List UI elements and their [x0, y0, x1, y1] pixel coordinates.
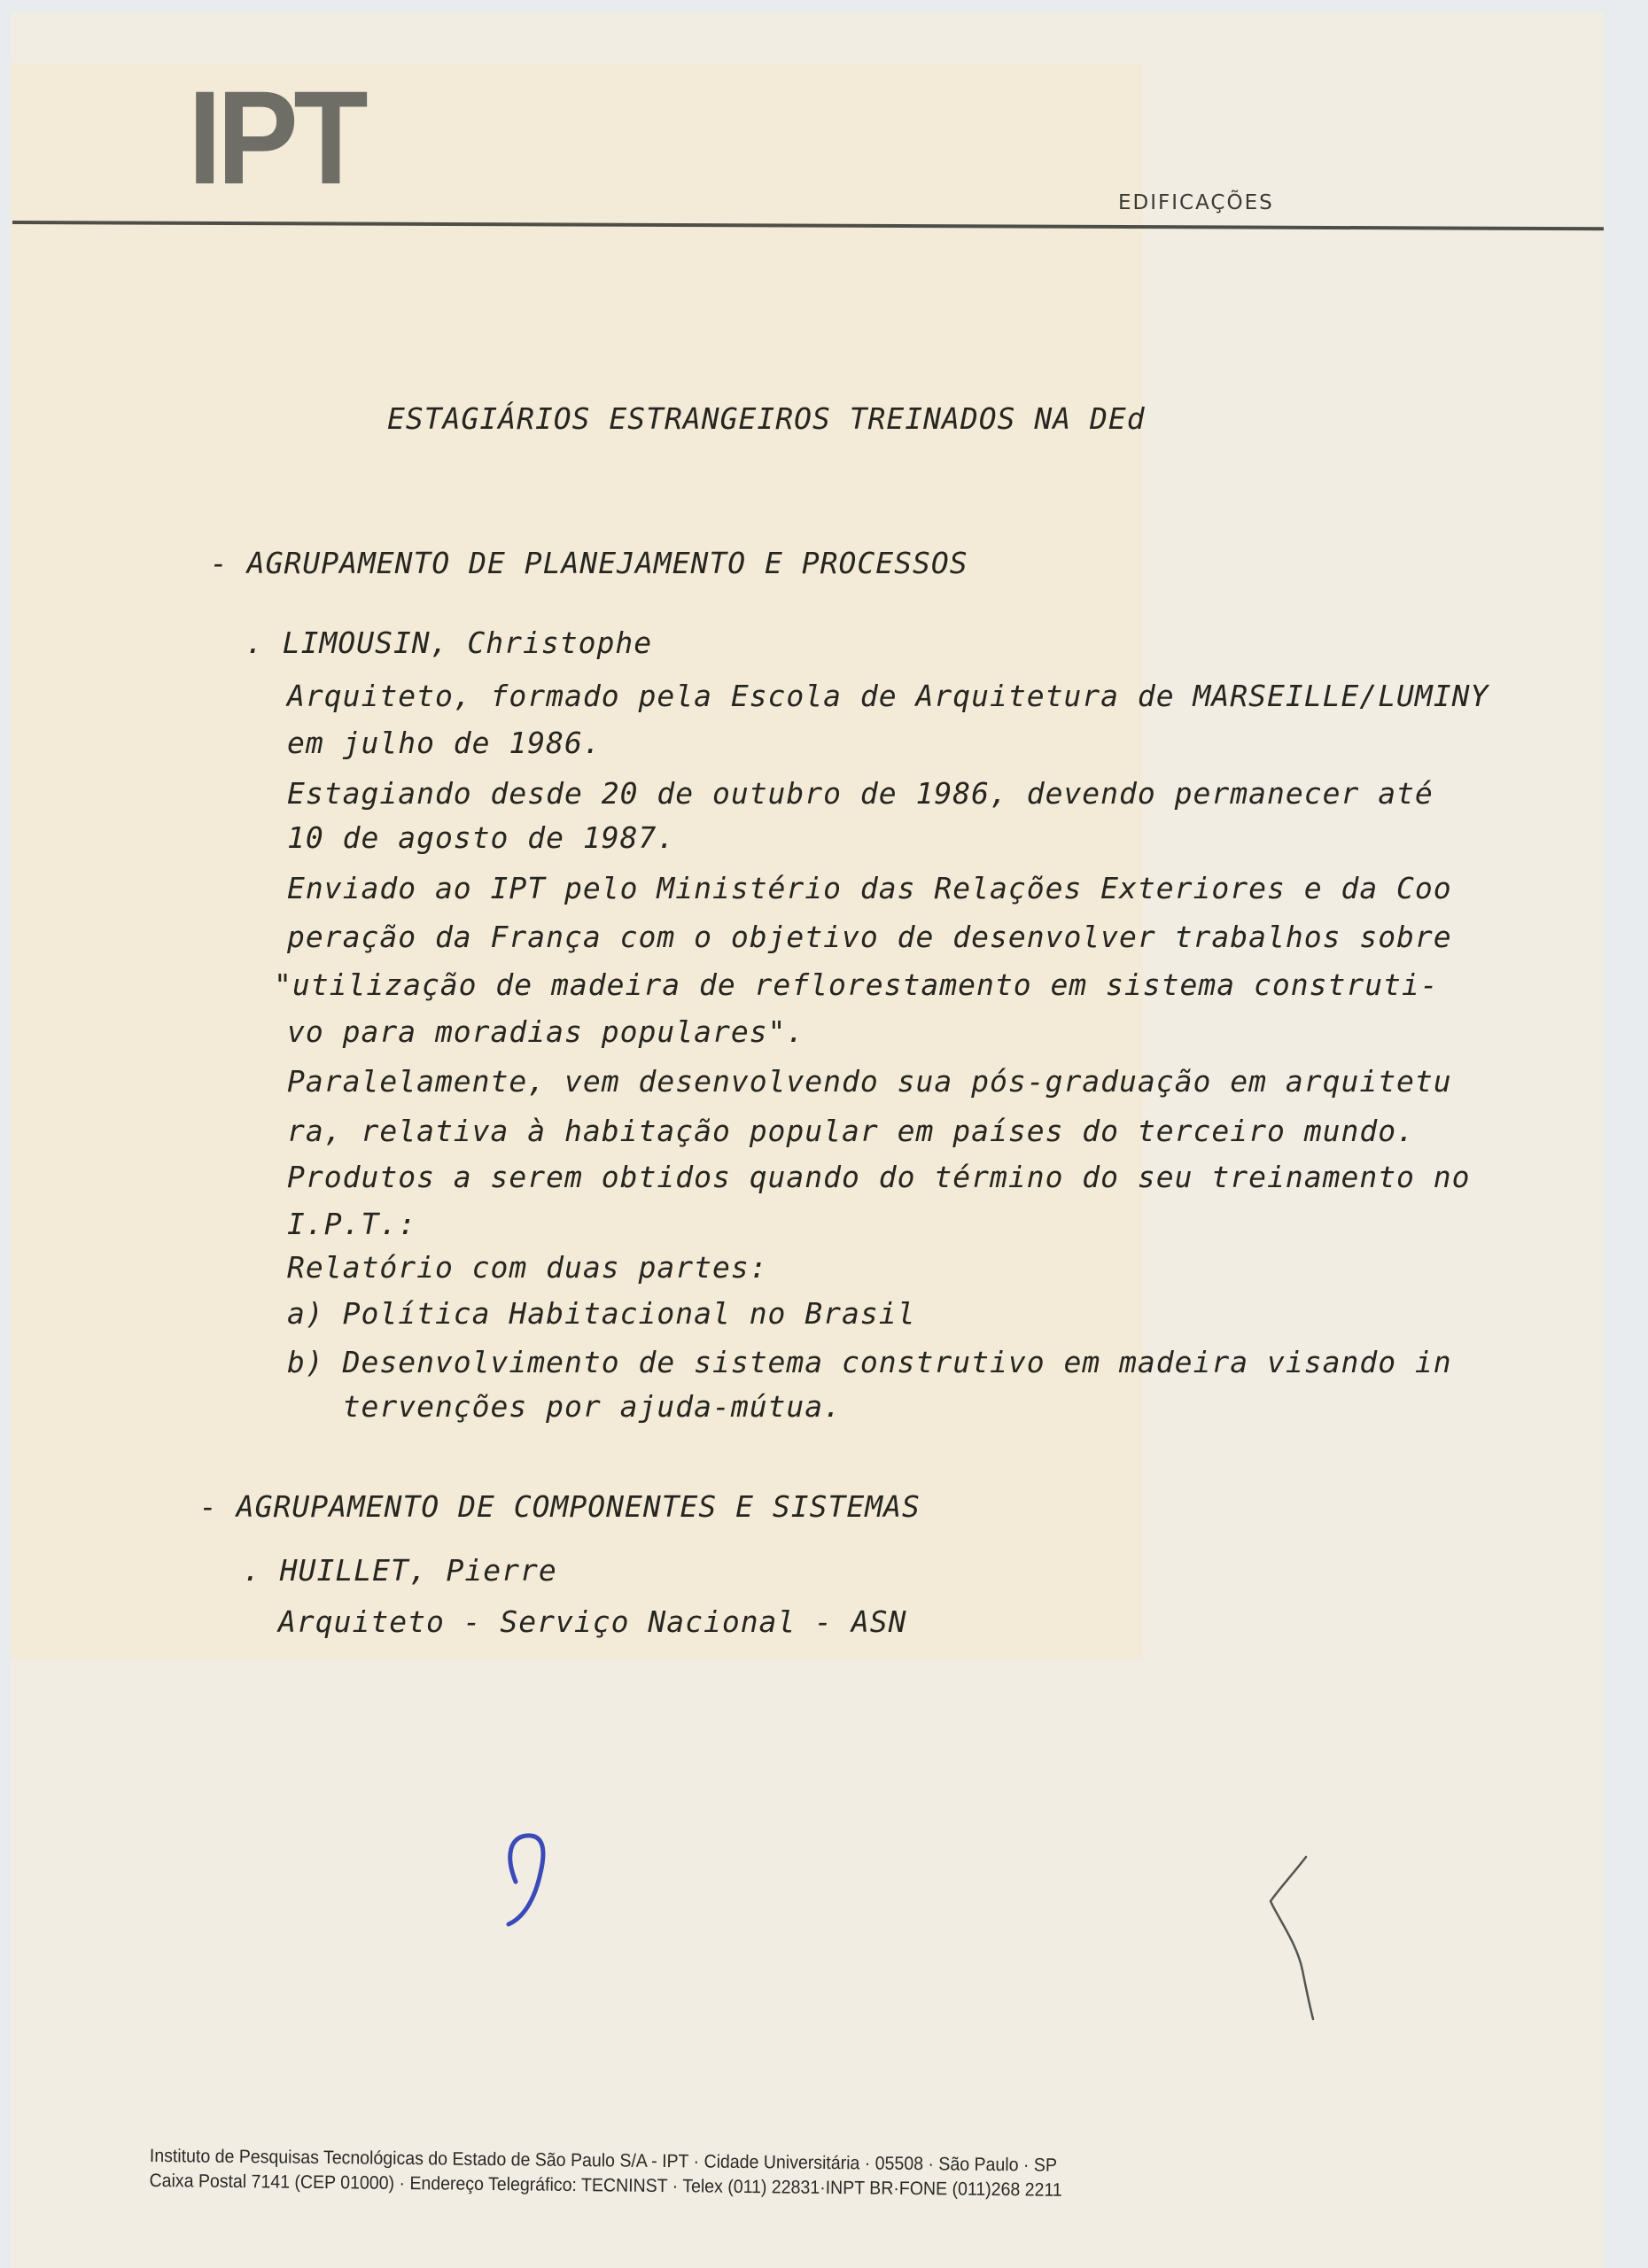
section-heading: - AGRUPAMENTO DE PLANEJAMENTO E PROCESSOS	[210, 546, 968, 580]
footer-address	[149, 2144, 1131, 2204]
trainee-line: peração da França com o objetivo de desenvolver trabalhos sobre	[287, 920, 1452, 954]
footer-line: Instituto de Pesquisas Tecnológicas do Estado de São Paulo S/A - IPT · Cidade Universitária · 05508 · São Paulo · SP	[149, 2146, 1058, 2176]
trainee-line: Relatório com duas partes:	[287, 1250, 768, 1285]
document-page	[11, 12, 1604, 2268]
list-item: tervenções por ajuda-mútua.	[287, 1389, 843, 1424]
handwritten-pencil-mark	[1251, 1846, 1349, 2023]
division-label: EDIFICAÇÕES	[1118, 191, 1274, 214]
trainee-line: I.P.T.:	[287, 1207, 417, 1241]
ipt-logo: IPT	[188, 63, 364, 212]
trainee-line: vo para moradias populares".	[287, 1014, 805, 1049]
trainee-name: . HUILLET, Pierre	[243, 1553, 557, 1588]
trainee-line: Arquiteto, formado pela Escola de Arquitetura de MARSEILLE/LUMINY	[287, 679, 1489, 713]
trainee-line: em julho de 1986.	[287, 726, 602, 760]
section-heading: - AGRUPAMENTO DE COMPONENTES E SISTEMAS	[199, 1489, 921, 1524]
trainee-line: Arquiteto - Serviço Nacional - ASN	[278, 1604, 907, 1639]
list-item: a) Política Habitacional no Brasil	[287, 1296, 916, 1331]
footer-line: Caixa Postal 7141 (CEP 01000) · Endereço Telegráfico: TECNINST · Telex (011) 22831·INPT BR·FONE (011)268 2211	[149, 2170, 1062, 2201]
trainee-line: 10 de agosto de 1987.	[287, 820, 676, 855]
trainee-line: Estagiando desde 20 de outubro de 1986, devendo permanecer até	[287, 776, 1434, 811]
trainee-name: . LIMOUSIN, Christophe	[245, 625, 653, 660]
trainee-line: "utilização de madeira de reflorestamento em sistema construti-	[274, 967, 1439, 1002]
list-item: b) Desenvolvimento de sistema construtivo em madeira visando in	[287, 1345, 1452, 1379]
trainee-line: Enviado ao IPT pelo Ministério das Relações Exteriores e da Coo	[287, 871, 1452, 905]
trainee-line: Paralelamente, vem desenvolvendo sua pós-graduação em arquitetu	[287, 1064, 1452, 1099]
trainee-line: Produtos a serem obtidos quando do término do seu treinamento no	[287, 1160, 1471, 1194]
trainee-line: ra, relativa à habitação popular em países do terceiro mundo.	[287, 1114, 1415, 1148]
document-title: ESTAGIÁRIOS ESTRANGEIROS TREINADOS NA DEd	[387, 401, 1146, 436]
handwritten-blue-mark	[489, 1820, 569, 1935]
